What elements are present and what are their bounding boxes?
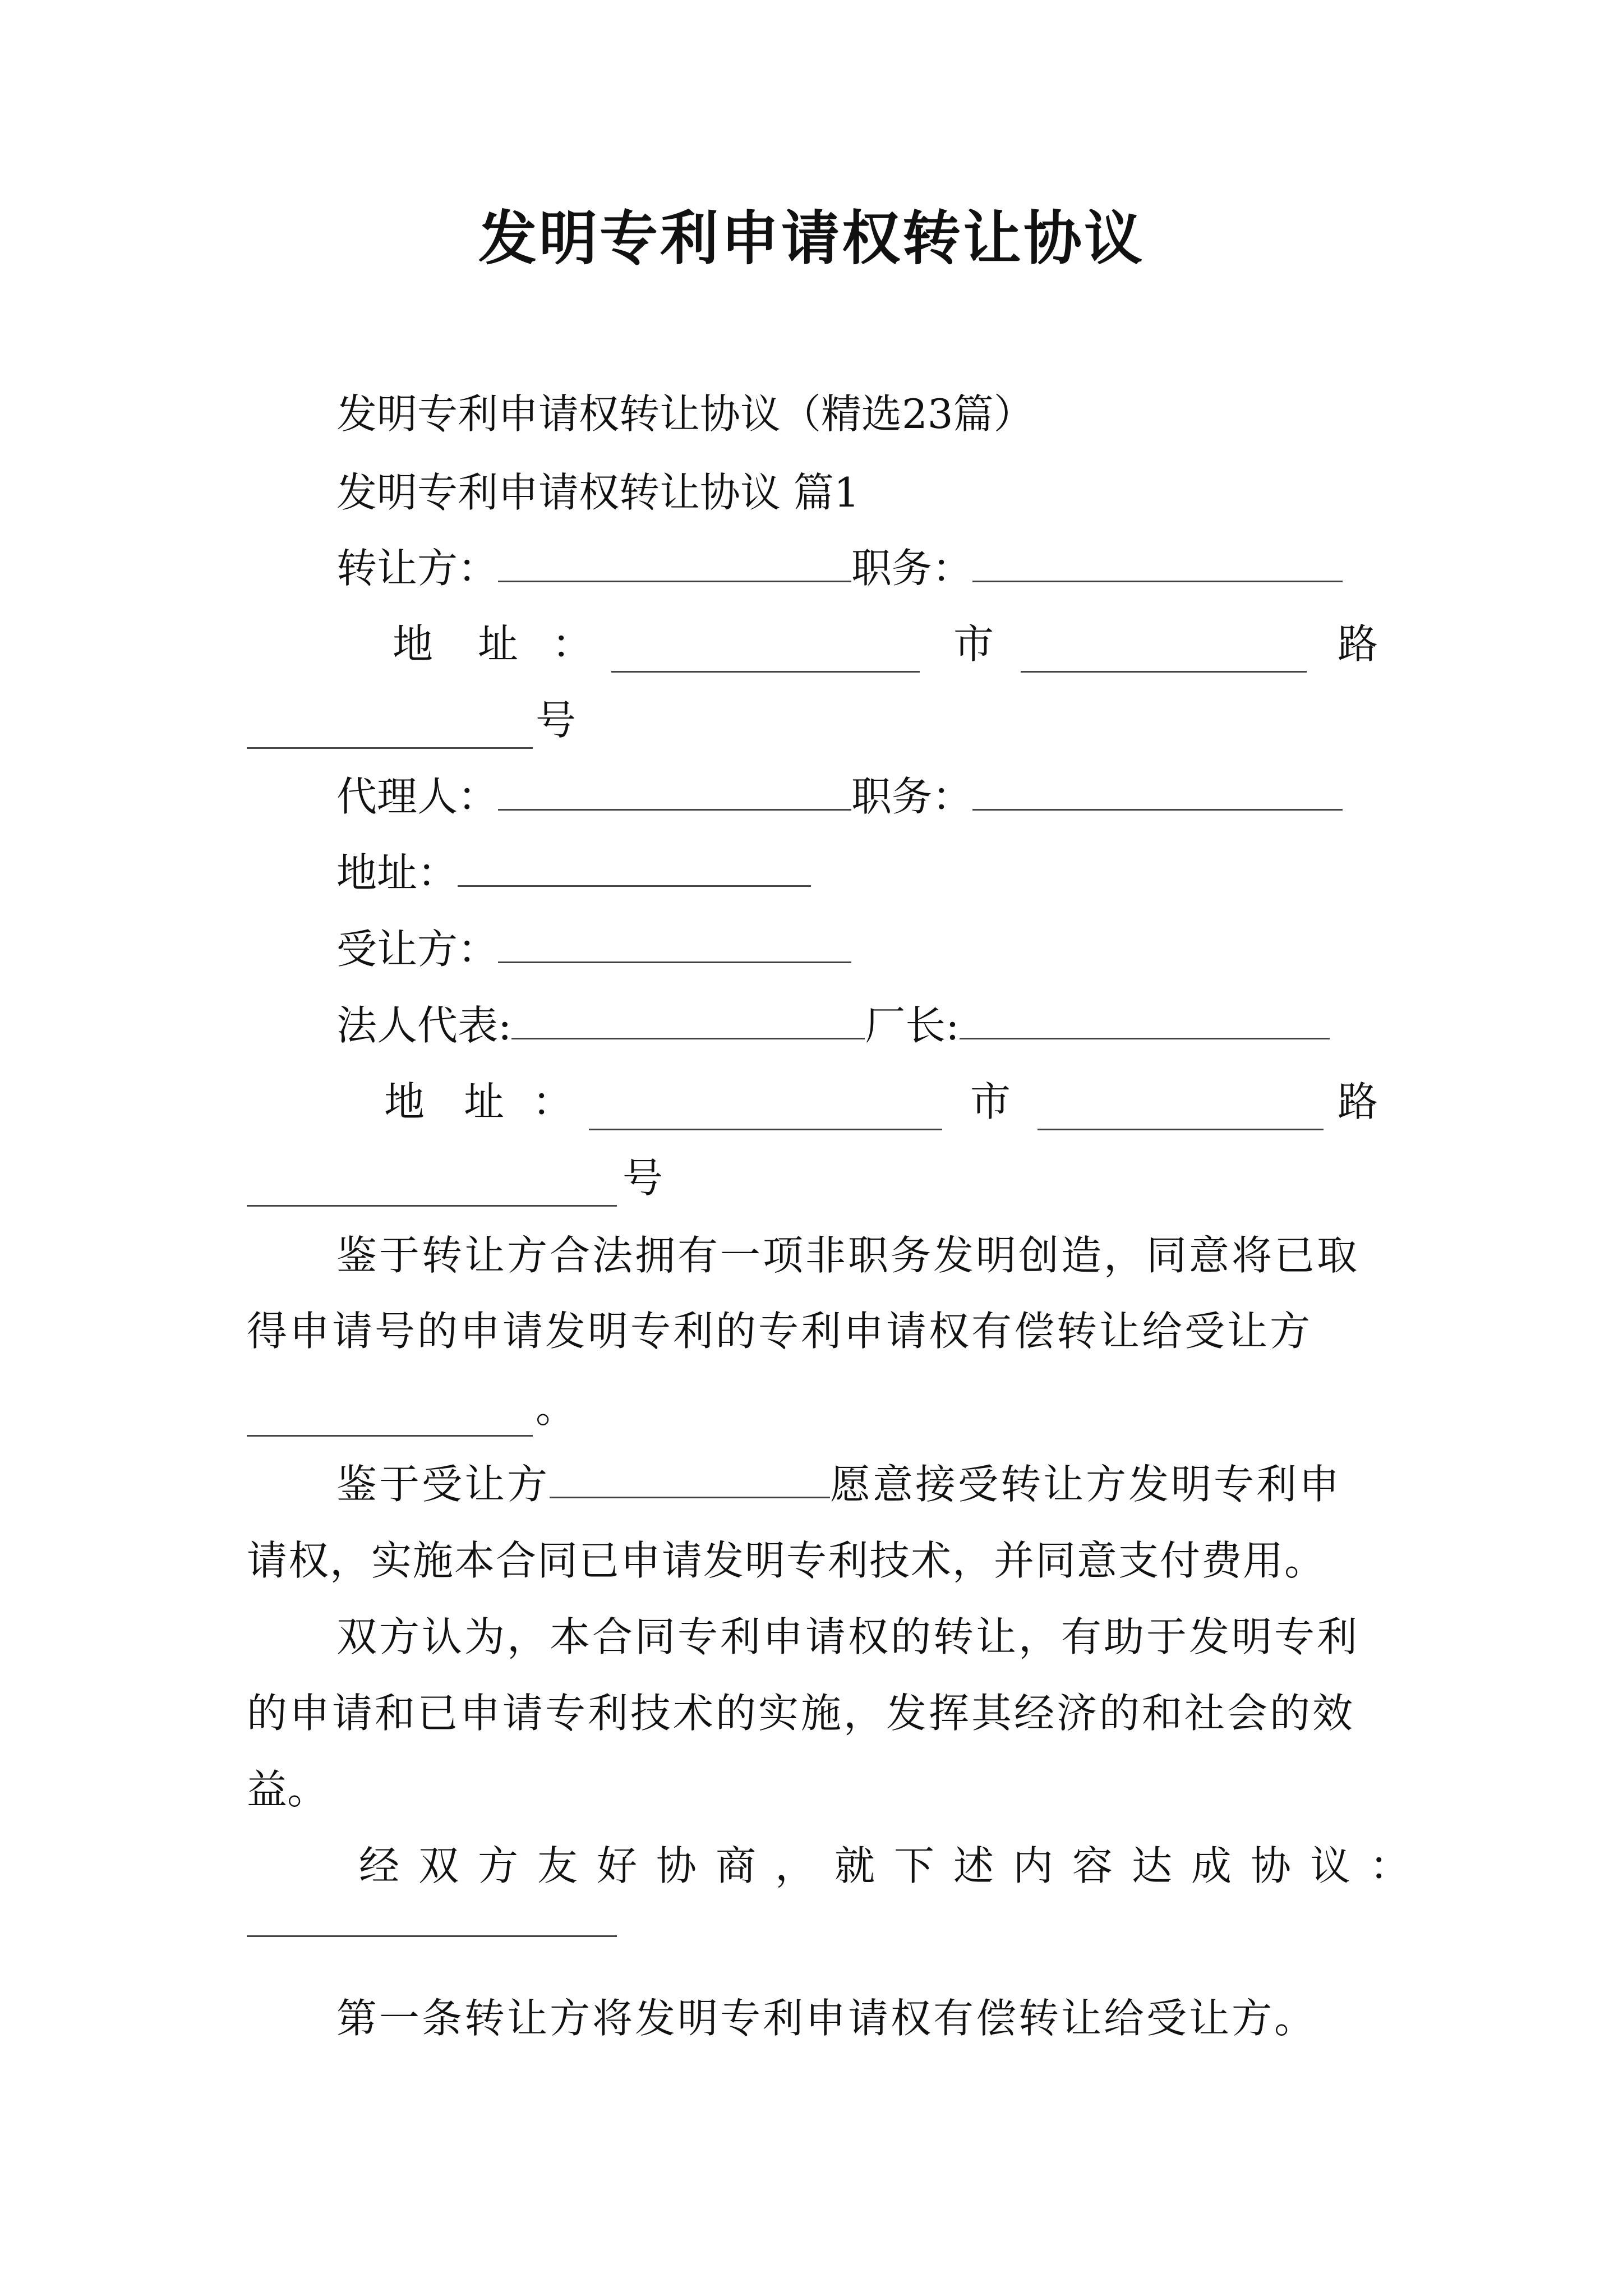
legal-rep-row	[336, 999, 1330, 1052]
para2-line2: 请权，实施本合同已申请发明专利技术，并同意支付费用。	[247, 1537, 1326, 1584]
transferee-address-blank-1	[589, 1089, 942, 1130]
transferee-number-blank	[247, 1166, 617, 1207]
position-blank	[972, 541, 1343, 582]
para5: 第一条转让方将发明专利申请权有偿转让给受让方。	[336, 1995, 1317, 2042]
transferor-row	[336, 541, 1343, 595]
transferor-address-label: 地 址 ：	[393, 620, 593, 668]
agent-address-label: 地址：	[336, 849, 458, 896]
transferee-address-label: 地 址 ：	[384, 1078, 573, 1125]
agent-row	[336, 770, 1343, 823]
transferor-address-blank-1	[611, 632, 920, 673]
factory-head-label: 厂长:	[865, 1002, 960, 1049]
section-heading: 发明专利申请权转让协议 篇1	[336, 469, 860, 516]
transferee-row	[336, 922, 851, 976]
agent-label: 代理人：	[336, 773, 499, 820]
transferee-address-blank-2	[1038, 1089, 1324, 1130]
transferor-number-blank	[247, 708, 533, 749]
transferee-number-label: 号	[623, 1154, 663, 1202]
transferor-address-blank-2	[1021, 632, 1307, 673]
transferor-label: 转让方：	[336, 545, 499, 592]
city-label: 市	[953, 620, 994, 668]
legal-rep-blank	[511, 999, 865, 1039]
transferee-city-label: 市	[970, 1078, 1011, 1125]
agent-blank	[498, 770, 851, 811]
para2-blank	[550, 1457, 830, 1498]
transferee-blank	[498, 922, 851, 963]
para1-blank	[247, 1396, 533, 1437]
para3-line2: 的申请和已申请专利技术的实施，发挥其经济的和社会的效	[247, 1690, 1355, 1737]
agent-position-blank	[972, 770, 1343, 811]
para4-blank	[247, 1922, 617, 1937]
agent-address-blank	[458, 846, 811, 887]
road-label: 路	[1338, 620, 1378, 668]
para3-line3: 益。	[247, 1766, 328, 1813]
transferee-road-label: 路	[1338, 1078, 1378, 1125]
document-title: 发明专利申请权转让协议	[478, 204, 1145, 273]
para3-line1: 双方认为，本合同专利申请权的转让，有助于发明专利	[336, 1613, 1360, 1660]
subtitle: 发明专利申请权转让协议（精选23篇）	[336, 390, 1034, 438]
para2-line1: 鉴于受让方 愿意接受转让方发明专利申	[336, 1457, 1341, 1511]
agent-position-label: 职务：	[851, 773, 973, 820]
para1-period: 。	[536, 1384, 577, 1432]
position-label: 职务：	[851, 545, 973, 592]
transferee-label: 受让方：	[336, 926, 499, 973]
para1-line1: 鉴于转让方合法拥有一项非职务发明创造，同意将已取	[336, 1232, 1360, 1279]
para1-line2: 得申请号的申请发明专利的专利申请权有偿转让给受让方	[247, 1308, 1313, 1355]
number-label: 号	[536, 697, 577, 744]
transferor-blank	[498, 541, 851, 582]
agent-address-row	[336, 846, 811, 900]
para4: 经双方友好协商，就下述内容达成协议：	[359, 1842, 1430, 1889]
legal-rep-label: 法人代表:	[336, 1002, 512, 1049]
factory-head-blank	[960, 999, 1330, 1039]
